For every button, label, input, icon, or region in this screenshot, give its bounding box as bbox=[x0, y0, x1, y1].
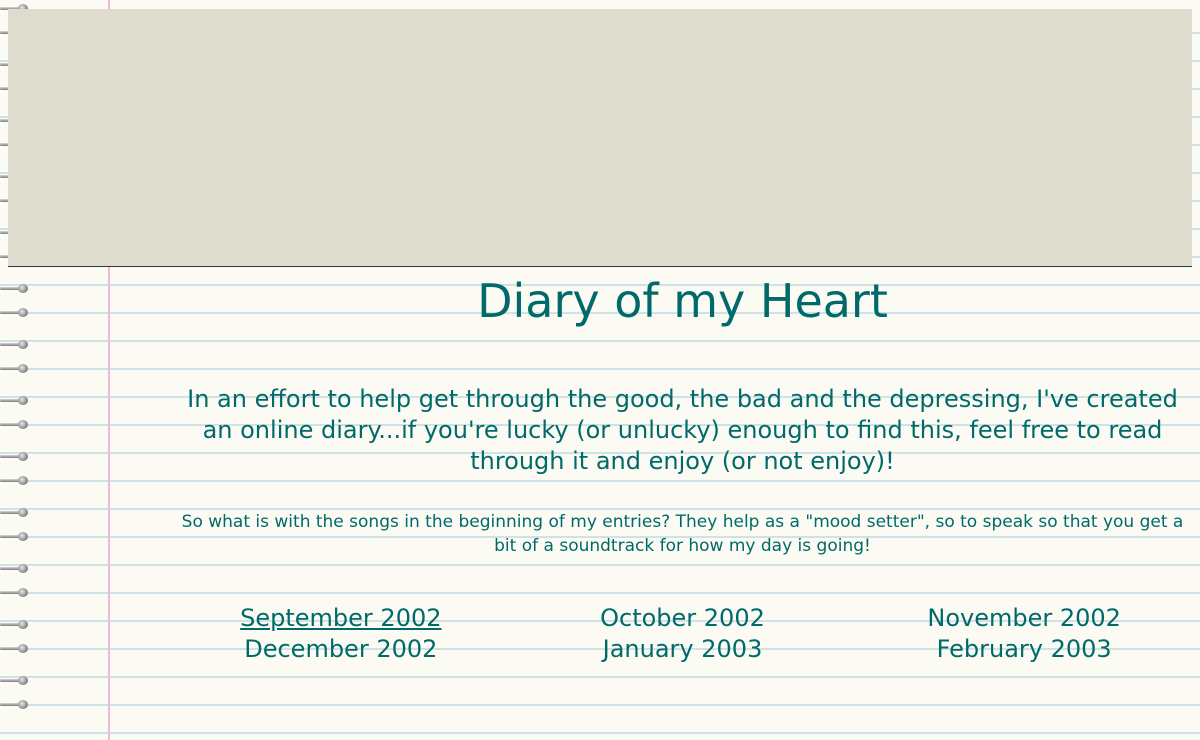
spiral-ring bbox=[0, 676, 34, 686]
spiral-hole bbox=[18, 588, 28, 597]
spiral-hole bbox=[18, 564, 28, 573]
archive-link-september-2002[interactable]: September 2002 bbox=[240, 604, 442, 632]
archive-link-november-2002[interactable]: November 2002 bbox=[927, 604, 1121, 632]
spiral-ring bbox=[0, 452, 34, 462]
spiral-ring bbox=[0, 588, 34, 598]
spiral-ring bbox=[0, 364, 34, 374]
spiral-hole bbox=[18, 452, 28, 461]
spiral-hole bbox=[18, 476, 28, 485]
page-title: Diary of my Heart bbox=[477, 274, 888, 328]
main-content bbox=[170, 270, 1195, 665]
spiral-hole bbox=[18, 620, 28, 629]
spiral-ring bbox=[0, 532, 34, 542]
archive-link-january-2003[interactable]: January 2003 bbox=[602, 635, 763, 663]
spiral-hole bbox=[18, 420, 28, 429]
spiral-ring bbox=[0, 396, 34, 406]
spiral-ring bbox=[0, 420, 34, 430]
spiral-hole bbox=[18, 340, 28, 349]
spiral-hole bbox=[18, 644, 28, 653]
header-banner-image bbox=[8, 9, 1192, 267]
intro-paragraph: In an effort to help get through the good, the bad and the depressing, I've created an online diary...if you're lucky (or unlucky) enough to find this, feel free to read through it and enjoy (or not enjoy)! bbox=[187, 385, 1178, 475]
spiral-hole bbox=[18, 284, 28, 293]
spiral-ring bbox=[0, 508, 34, 518]
spiral-ring bbox=[0, 644, 34, 654]
archive-link-february-2003[interactable]: February 2003 bbox=[936, 635, 1112, 663]
spiral-hole bbox=[18, 308, 28, 317]
spiral-ring bbox=[0, 308, 34, 318]
archive-link-december-2002[interactable]: December 2002 bbox=[244, 635, 438, 663]
spiral-ring bbox=[0, 700, 34, 710]
spiral-hole bbox=[18, 508, 28, 517]
spiral-hole bbox=[18, 676, 28, 685]
spiral-hole bbox=[18, 532, 28, 541]
spiral-hole bbox=[18, 364, 28, 373]
spiral-hole bbox=[18, 396, 28, 405]
spiral-ring bbox=[0, 620, 34, 630]
spiral-ring bbox=[0, 564, 34, 574]
songs-note: So what is with the songs in the beginning of my entries? They help as a "mood setter", so to speak so that you get a bit of a soundtrack for how my day is going! bbox=[181, 512, 1184, 556]
spiral-ring bbox=[0, 476, 34, 486]
spiral-ring bbox=[0, 340, 34, 350]
spiral-hole bbox=[18, 700, 28, 709]
archive-link-october-2002[interactable]: October 2002 bbox=[600, 604, 765, 632]
spiral-ring bbox=[0, 284, 34, 294]
archive-link-grid bbox=[170, 603, 1195, 665]
